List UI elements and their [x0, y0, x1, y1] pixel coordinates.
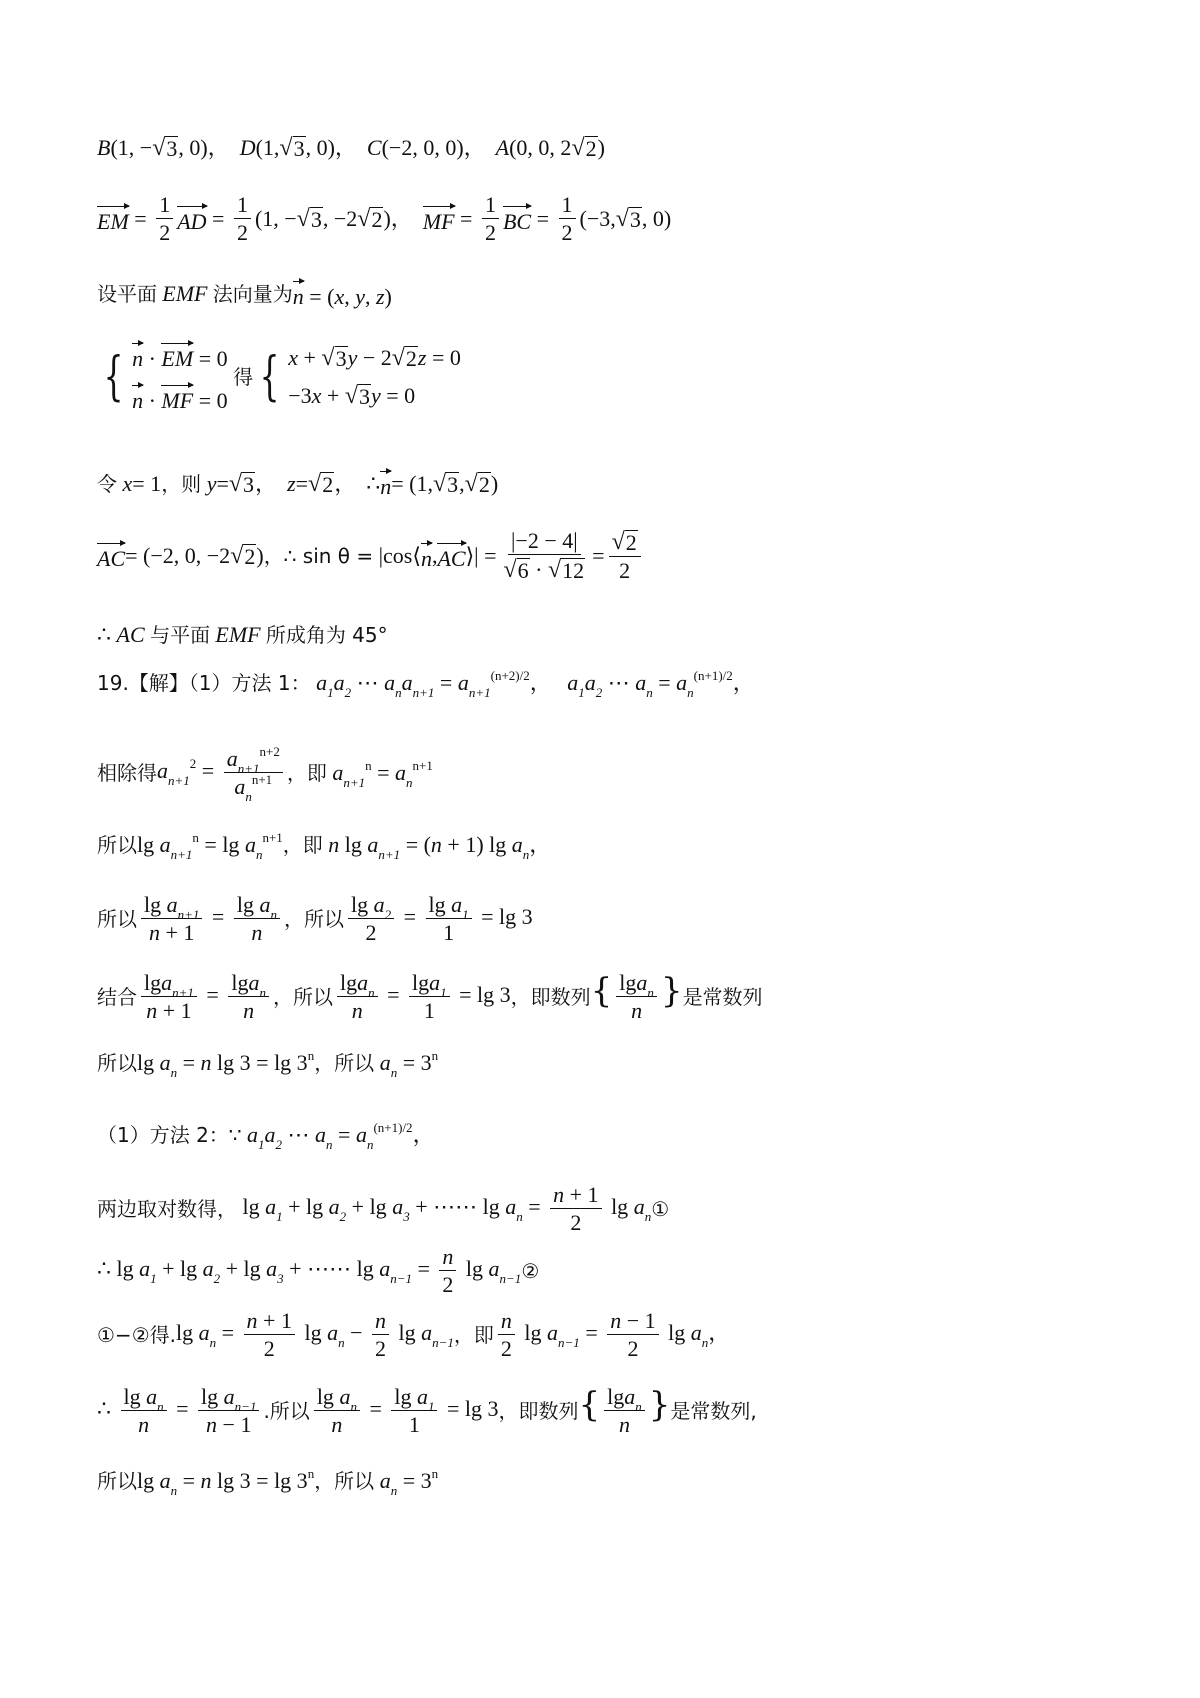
conclusion-text-2: 所成角为 45°: [265, 623, 388, 647]
dot-suoyi-text: .所以: [263, 1399, 310, 1423]
suoyi-text: 所以: [97, 1051, 137, 1075]
suoyi-text: 所以: [97, 1469, 137, 1493]
subtract-line: ①−②得. $\lg a_n$ = $\frac{n + 1}{2}$ $\lg a_n$ − $\frac{n}{2}$ $\lg a_{n-1}$ ，即 $\frac{n}{2}$ $\lg a_{n-1}$ = $\frac{n - 1}{2}$ $\lg a_n$，: [97, 1308, 731, 1361]
q19-method1-line: 19.【解】（1）方法 1： $a_1a_2$ ⋯ $a_na_{n+1} = a_{n+1}^{(n+2)/2}$， $a_1a_2$ ⋯ $a_n = a_n^{(n+1)/2}$，: [97, 668, 755, 700]
method2-line: （1）方法 2：∵ $a_1a_2$ ⋯ $a_n = a_n^{(n+1)/2}$，: [97, 1120, 435, 1152]
ji-shulie-text: ，即数列: [498, 1399, 579, 1423]
ji-text: ，即: [286, 761, 327, 785]
suoyi2-text: ，所以: [314, 1051, 375, 1075]
take-log-text: 两边取对数得，: [97, 1197, 237, 1221]
sin-theta-line: AC = (−2, 0, −2 √ 2 ) ，∴ sin θ = |cos⟨ n , AC ⟩| = |−2 − 4| √ 6 · √ 12 = √ 2 2: [97, 530, 645, 582]
subtract-text: ①−②得.: [97, 1323, 176, 1347]
conclusion-line: ∴ AC 与平面 EMF 所成角为 45°: [97, 622, 388, 647]
ji-short: ，即: [453, 1323, 494, 1347]
conclusion-text: 与平面: [150, 623, 211, 647]
sin-text: ，∴ sin θ =: [263, 544, 374, 568]
log-line-1: 所以 $\lg a_{n+1}^n = \lg a_n^{n+1}$ ，即 n $\lg a_{n+1} = (n + 1)$ $\lg a_n$，: [97, 830, 552, 862]
ji-short: ，即: [282, 833, 323, 857]
combine-text: 结合: [97, 985, 137, 1009]
eq2-line: ∴ $\lg a_1 + \lg a_2 + \lg a_3$ + ⋯⋯ $\lg a_{n-1}$ = $\frac{n}{2}$ $\lg a_{n-1}$ ②: [97, 1244, 540, 1297]
result-line-2: 所以 $\lg a_n = n$ lg 3 = lg 3$^n$ ，所以 $a_n = 3^n$: [97, 1466, 439, 1498]
suoyi-text: 所以: [97, 907, 137, 931]
let-text: 令: [97, 472, 117, 496]
log-line-2: 所以 $\frac{\lg a_{n+1}}{n + 1}$ = $\frac{\lg a_n}{n}$ ，所以 $\frac{\lg a_2}{2}$ = $\frac{\lg a_1}{1}$ = lg 3: [97, 892, 533, 945]
circle-two: ②: [521, 1259, 540, 1283]
let-x-line: 令 x = 1 ，则 y = √ 3 ， z = √ 2 ， ∴ n = (1, √ 3 , √ 2 ): [97, 471, 499, 499]
coordinates-line: B (1, − √ 3 , 0)， D (1, √ 3 , 0)， C (−2, 0, 0)， A (0, 0, 2 √ 2 ): [97, 135, 605, 161]
take-log-line: 两边取对数得， $\lg a_1 + \lg a_2 + \lg a_3$ + ⋯⋯ $\lg a_n$ = $\frac{n + 1}{2}$ $\lg a_n$ ①: [97, 1182, 670, 1235]
de-text: 得: [233, 365, 254, 389]
circle-one: ①: [651, 1197, 670, 1221]
intro-text-2: 法向量为: [212, 282, 293, 306]
divide-text: 相除得: [97, 761, 157, 785]
ji-shulie-text: ，即数列: [510, 985, 591, 1009]
suoyi2-text: ，所以: [283, 907, 344, 931]
method2-heading: （1）方法 2：∵: [97, 1123, 242, 1147]
intro-text: 设平面: [97, 282, 157, 306]
suoyi2-text: ，所以: [314, 1469, 375, 1493]
vectors-line: EM = $\frac{1}{2}$ AD = $\frac{1}{2}$ (1, − √ 3 , −2 √ 2 )， MF = $\frac{1}{2}$ BC = $\frac{1}{2}$ (−3, √ 3 , 0): [97, 192, 672, 245]
suoyi-text: 所以: [97, 833, 137, 857]
is-const-text: 是常数列: [682, 985, 763, 1009]
suoyi2-text: ，所以: [272, 985, 333, 1009]
result-line-1: 所以 $\lg a_n = n$ lg 3 = lg 3$^n$ ，所以 $a_n = 3^n$: [97, 1048, 439, 1080]
equation-system: { n · EM = 0 n · MF = 0 得 { x + √ 3 y − 2 √ 2 z = 0 −3x + √ 3 y = 0: [97, 342, 461, 412]
combine-line: 结合 $\frac{\lg a_{n+1}}{n + 1}$ = $\frac{\lg a_n}{n}$ ，所以 $\frac{\lg a_n}{n}$ = $\frac{\lg a_1}{1}$ = lg 3 ，即数列 { $\frac{\lg a_n}{n}$ } 是常数列: [97, 970, 763, 1023]
is-const-text-2: 是常数列,: [670, 1399, 757, 1423]
ratio-line: ∴ $\frac{\lg a_n}{n}$ = $\frac{\lg a_{n-1}}{n - 1}$ .所以 $\frac{\lg a_n}{n}$ = $\frac{\lg a_1}{1}$ = lg 3 ，即数列 { $\frac{\lg a_n}{n}$ } 是常数列,: [97, 1384, 757, 1437]
divide-line: 相除得 $a_{n+1}^2$ = $\frac{a_{n+1}^{n+2}}{a_n^{n+1}}$ ，即 $a_{n+1}^n = a_n^{n+1}$: [97, 744, 433, 804]
normal-intro-line: 设平面 EMF 法向量为 n = (x, y, z): [97, 281, 392, 309]
then-text: ，则: [161, 472, 202, 496]
q19-heading: 19.【解】（1）方法 1：: [97, 671, 311, 695]
